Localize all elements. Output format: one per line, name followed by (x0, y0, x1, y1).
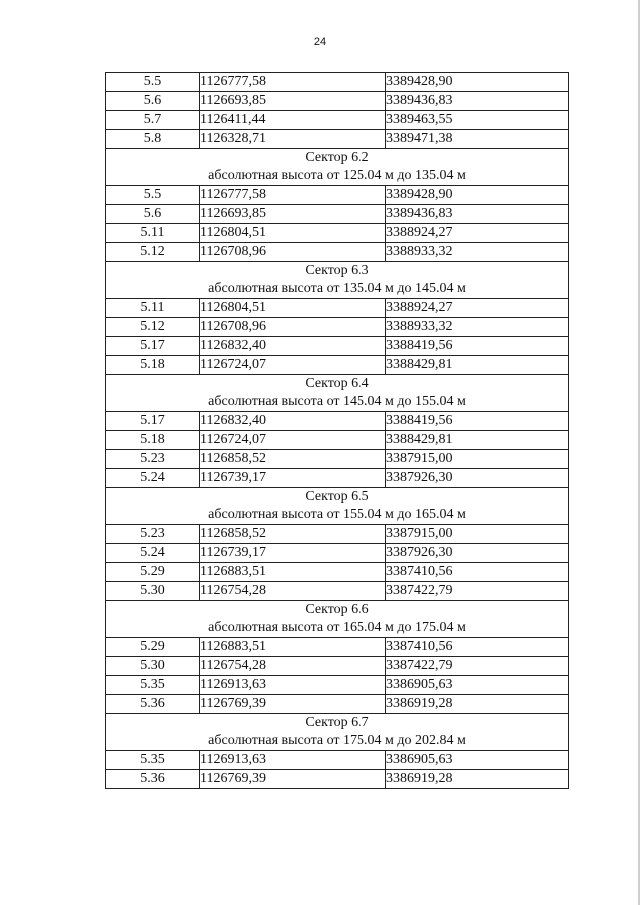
table-row (106, 638, 569, 657)
table-row (106, 525, 569, 544)
point-number-cell: 5.12 (106, 243, 200, 262)
y-coordinate-cell: 3388429,81 (386, 431, 569, 450)
table-row (106, 224, 569, 243)
table-row (106, 337, 569, 356)
sector-title: Сектор 6.5 (305, 489, 369, 504)
point-number-cell: 5.5 (106, 186, 200, 205)
table-row (106, 695, 569, 714)
y-coordinate-cell: 3388429,81 (386, 356, 569, 375)
x-coordinate-cell: 1126769,39 (200, 695, 386, 714)
sector-header-cell (106, 488, 569, 525)
x-coordinate-cell: 1126804,51 (200, 299, 386, 318)
x-coordinate-cell: 1126858,52 (200, 525, 386, 544)
table-row (106, 469, 569, 488)
point-number-cell: 5.36 (106, 695, 200, 714)
point-number-cell: 5.11 (106, 299, 200, 318)
sector-title: Сектор 6.2 (305, 150, 369, 165)
y-coordinate-cell: 3387422,79 (386, 582, 569, 601)
table-row (106, 770, 569, 789)
x-coordinate-cell: 1126883,51 (200, 638, 386, 657)
x-coordinate-cell: 1126832,40 (200, 412, 386, 431)
x-coordinate-cell: 1126411,44 (200, 111, 386, 130)
sector-header-row (106, 262, 569, 299)
y-coordinate-cell: 3388924,27 (386, 224, 569, 243)
x-coordinate-cell: 1126913,63 (200, 751, 386, 770)
table-row (106, 205, 569, 224)
y-coordinate-cell: 3387410,56 (386, 563, 569, 582)
point-number-cell: 5.17 (106, 337, 200, 356)
table-row (106, 582, 569, 601)
y-coordinate-cell: 3387915,00 (386, 450, 569, 469)
point-number-cell: 5.35 (106, 676, 200, 695)
y-coordinate-cell: 3389428,90 (386, 73, 569, 92)
y-coordinate-cell: 3389463,55 (386, 111, 569, 130)
y-coordinate-cell: 3386905,63 (386, 751, 569, 770)
y-coordinate-cell: 3387422,79 (386, 657, 569, 676)
y-coordinate-cell: 3388933,32 (386, 318, 569, 337)
point-number-cell: 5.36 (106, 770, 200, 789)
table-row (106, 299, 569, 318)
point-number-cell: 5.17 (106, 412, 200, 431)
table-row (106, 751, 569, 770)
point-number-cell: 5.29 (106, 638, 200, 657)
y-coordinate-cell: 3389436,83 (386, 205, 569, 224)
table-row (106, 130, 569, 149)
x-coordinate-cell: 1126804,51 (200, 224, 386, 243)
point-number-cell: 5.30 (106, 657, 200, 676)
x-coordinate-cell: 1126754,28 (200, 582, 386, 601)
table-row (106, 111, 569, 130)
point-number-cell: 5.12 (106, 318, 200, 337)
point-number-cell: 5.6 (106, 205, 200, 224)
x-coordinate-cell: 1126328,71 (200, 130, 386, 149)
sector-header-cell (106, 375, 569, 412)
table-row (106, 318, 569, 337)
y-coordinate-cell: 3387926,30 (386, 469, 569, 488)
point-number-cell: 5.23 (106, 450, 200, 469)
point-number-cell: 5.29 (106, 563, 200, 582)
y-coordinate-cell: 3386919,28 (386, 770, 569, 789)
sector-title: Сектор 6.4 (305, 376, 369, 391)
y-coordinate-cell: 3389436,83 (386, 92, 569, 111)
point-number-cell: 5.23 (106, 525, 200, 544)
y-coordinate-cell: 3387410,56 (386, 638, 569, 657)
sector-header-row (106, 714, 569, 751)
sector-altitude-range: абсолютная высота от 165.04 м до 175.04 м (208, 620, 466, 635)
table-row (106, 186, 569, 205)
x-coordinate-cell: 1126883,51 (200, 563, 386, 582)
point-number-cell: 5.18 (106, 356, 200, 375)
table-row (106, 412, 569, 431)
sector-altitude-range: абсолютная высота от 155.04 м до 165.04 м (208, 507, 466, 522)
point-number-cell: 5.18 (106, 431, 200, 450)
sector-title: Сектор 6.7 (305, 715, 369, 730)
sector-title: Сектор 6.6 (305, 602, 369, 617)
y-coordinate-cell: 3386919,28 (386, 695, 569, 714)
coordinates-table-body (106, 73, 569, 789)
sector-altitude-range: абсолютная высота от 175.04 м до 202.84 м (208, 733, 466, 748)
sector-altitude-range: абсолютная высота от 135.04 м до 145.04 м (208, 281, 466, 296)
sector-header-cell (106, 714, 569, 751)
y-coordinate-cell: 3388419,56 (386, 412, 569, 431)
x-coordinate-cell: 1126754,28 (200, 657, 386, 676)
sector-header-cell (106, 149, 569, 186)
sector-header-cell (106, 601, 569, 638)
y-coordinate-cell: 3388933,32 (386, 243, 569, 262)
coordinates-table (105, 72, 569, 789)
x-coordinate-cell: 1126724,07 (200, 431, 386, 450)
sector-header-row (106, 149, 569, 186)
table-row (106, 356, 569, 375)
point-number-cell: 5.7 (106, 111, 200, 130)
page-number: 24 (313, 36, 327, 48)
x-coordinate-cell: 1126739,17 (200, 544, 386, 563)
sector-header-row (106, 488, 569, 525)
point-number-cell: 5.24 (106, 544, 200, 563)
sector-altitude-range: абсолютная высота от 145.04 м до 155.04 м (208, 394, 466, 409)
sector-header-cell (106, 262, 569, 299)
sector-header-row (106, 375, 569, 412)
y-coordinate-cell: 3386905,63 (386, 676, 569, 695)
table-row (106, 450, 569, 469)
x-coordinate-cell: 1126858,52 (200, 450, 386, 469)
point-number-cell: 5.11 (106, 224, 200, 243)
x-coordinate-cell: 1126739,17 (200, 469, 386, 488)
point-number-cell: 5.8 (106, 130, 200, 149)
sector-header-row (106, 601, 569, 638)
x-coordinate-cell: 1126708,96 (200, 318, 386, 337)
table-row (106, 92, 569, 111)
table-row (106, 431, 569, 450)
y-coordinate-cell: 3388419,56 (386, 337, 569, 356)
table-row (106, 544, 569, 563)
x-coordinate-cell: 1126708,96 (200, 243, 386, 262)
table-row (106, 243, 569, 262)
table-row (106, 563, 569, 582)
y-coordinate-cell: 3389428,90 (386, 186, 569, 205)
point-number-cell: 5.6 (106, 92, 200, 111)
point-number-cell: 5.5 (106, 73, 200, 92)
x-coordinate-cell: 1126777,58 (200, 73, 386, 92)
point-number-cell: 5.30 (106, 582, 200, 601)
table-row (106, 73, 569, 92)
x-coordinate-cell: 1126769,39 (200, 770, 386, 789)
table-row (106, 676, 569, 695)
point-number-cell: 5.24 (106, 469, 200, 488)
x-coordinate-cell: 1126832,40 (200, 337, 386, 356)
x-coordinate-cell: 1126693,85 (200, 92, 386, 111)
x-coordinate-cell: 1126693,85 (200, 205, 386, 224)
sector-title: Сектор 6.3 (305, 263, 369, 278)
y-coordinate-cell: 3388924,27 (386, 299, 569, 318)
x-coordinate-cell: 1126913,63 (200, 676, 386, 695)
point-number-cell: 5.35 (106, 751, 200, 770)
y-coordinate-cell: 3387926,30 (386, 544, 569, 563)
y-coordinate-cell: 3387915,00 (386, 525, 569, 544)
x-coordinate-cell: 1126777,58 (200, 186, 386, 205)
sector-altitude-range: абсолютная высота от 125.04 м до 135.04 м (208, 168, 466, 183)
y-coordinate-cell: 3389471,38 (386, 130, 569, 149)
x-coordinate-cell: 1126724,07 (200, 356, 386, 375)
table-row (106, 657, 569, 676)
